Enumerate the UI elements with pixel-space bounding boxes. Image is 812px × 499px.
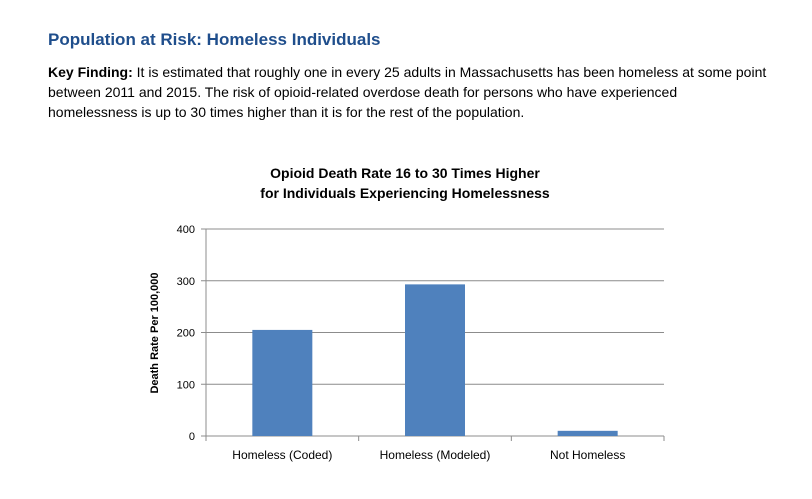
key-finding-text: It is estimated that roughly one in every 25 adults in Massachusetts has been homeless at some point between 2011 and 2015. The risk of opioid-related overdose death for persons who have experienced homelessness is up to 30 times higher than it is for the rest of the population. [48, 64, 767, 120]
y-tick-label: 200 [176, 327, 195, 340]
x-tick-label: Homeless (Modeled) [379, 448, 491, 462]
y-tick-label: 100 [176, 379, 195, 392]
section-title: Population at Risk: Homeless Individuals [48, 30, 381, 49]
bar [558, 431, 618, 436]
key-finding-label: Key Finding: [48, 64, 133, 80]
chart-title-line-1: Opioid Death Rate 16 to 30 Times Higher [270, 165, 540, 181]
y-tick-label: 300 [176, 275, 195, 288]
bar [252, 330, 312, 436]
x-tick-label: Not Homeless [549, 448, 626, 462]
x-tick-label: Homeless (Coded) [232, 448, 333, 462]
y-axis-label: Death Rate Per 100,000 [149, 272, 161, 394]
bar [405, 284, 465, 436]
chart-title-line-2: for Individuals Experiencing Homelessness [260, 185, 550, 201]
y-tick-label: 0 [188, 431, 195, 443]
y-tick-label: 400 [176, 224, 195, 236]
